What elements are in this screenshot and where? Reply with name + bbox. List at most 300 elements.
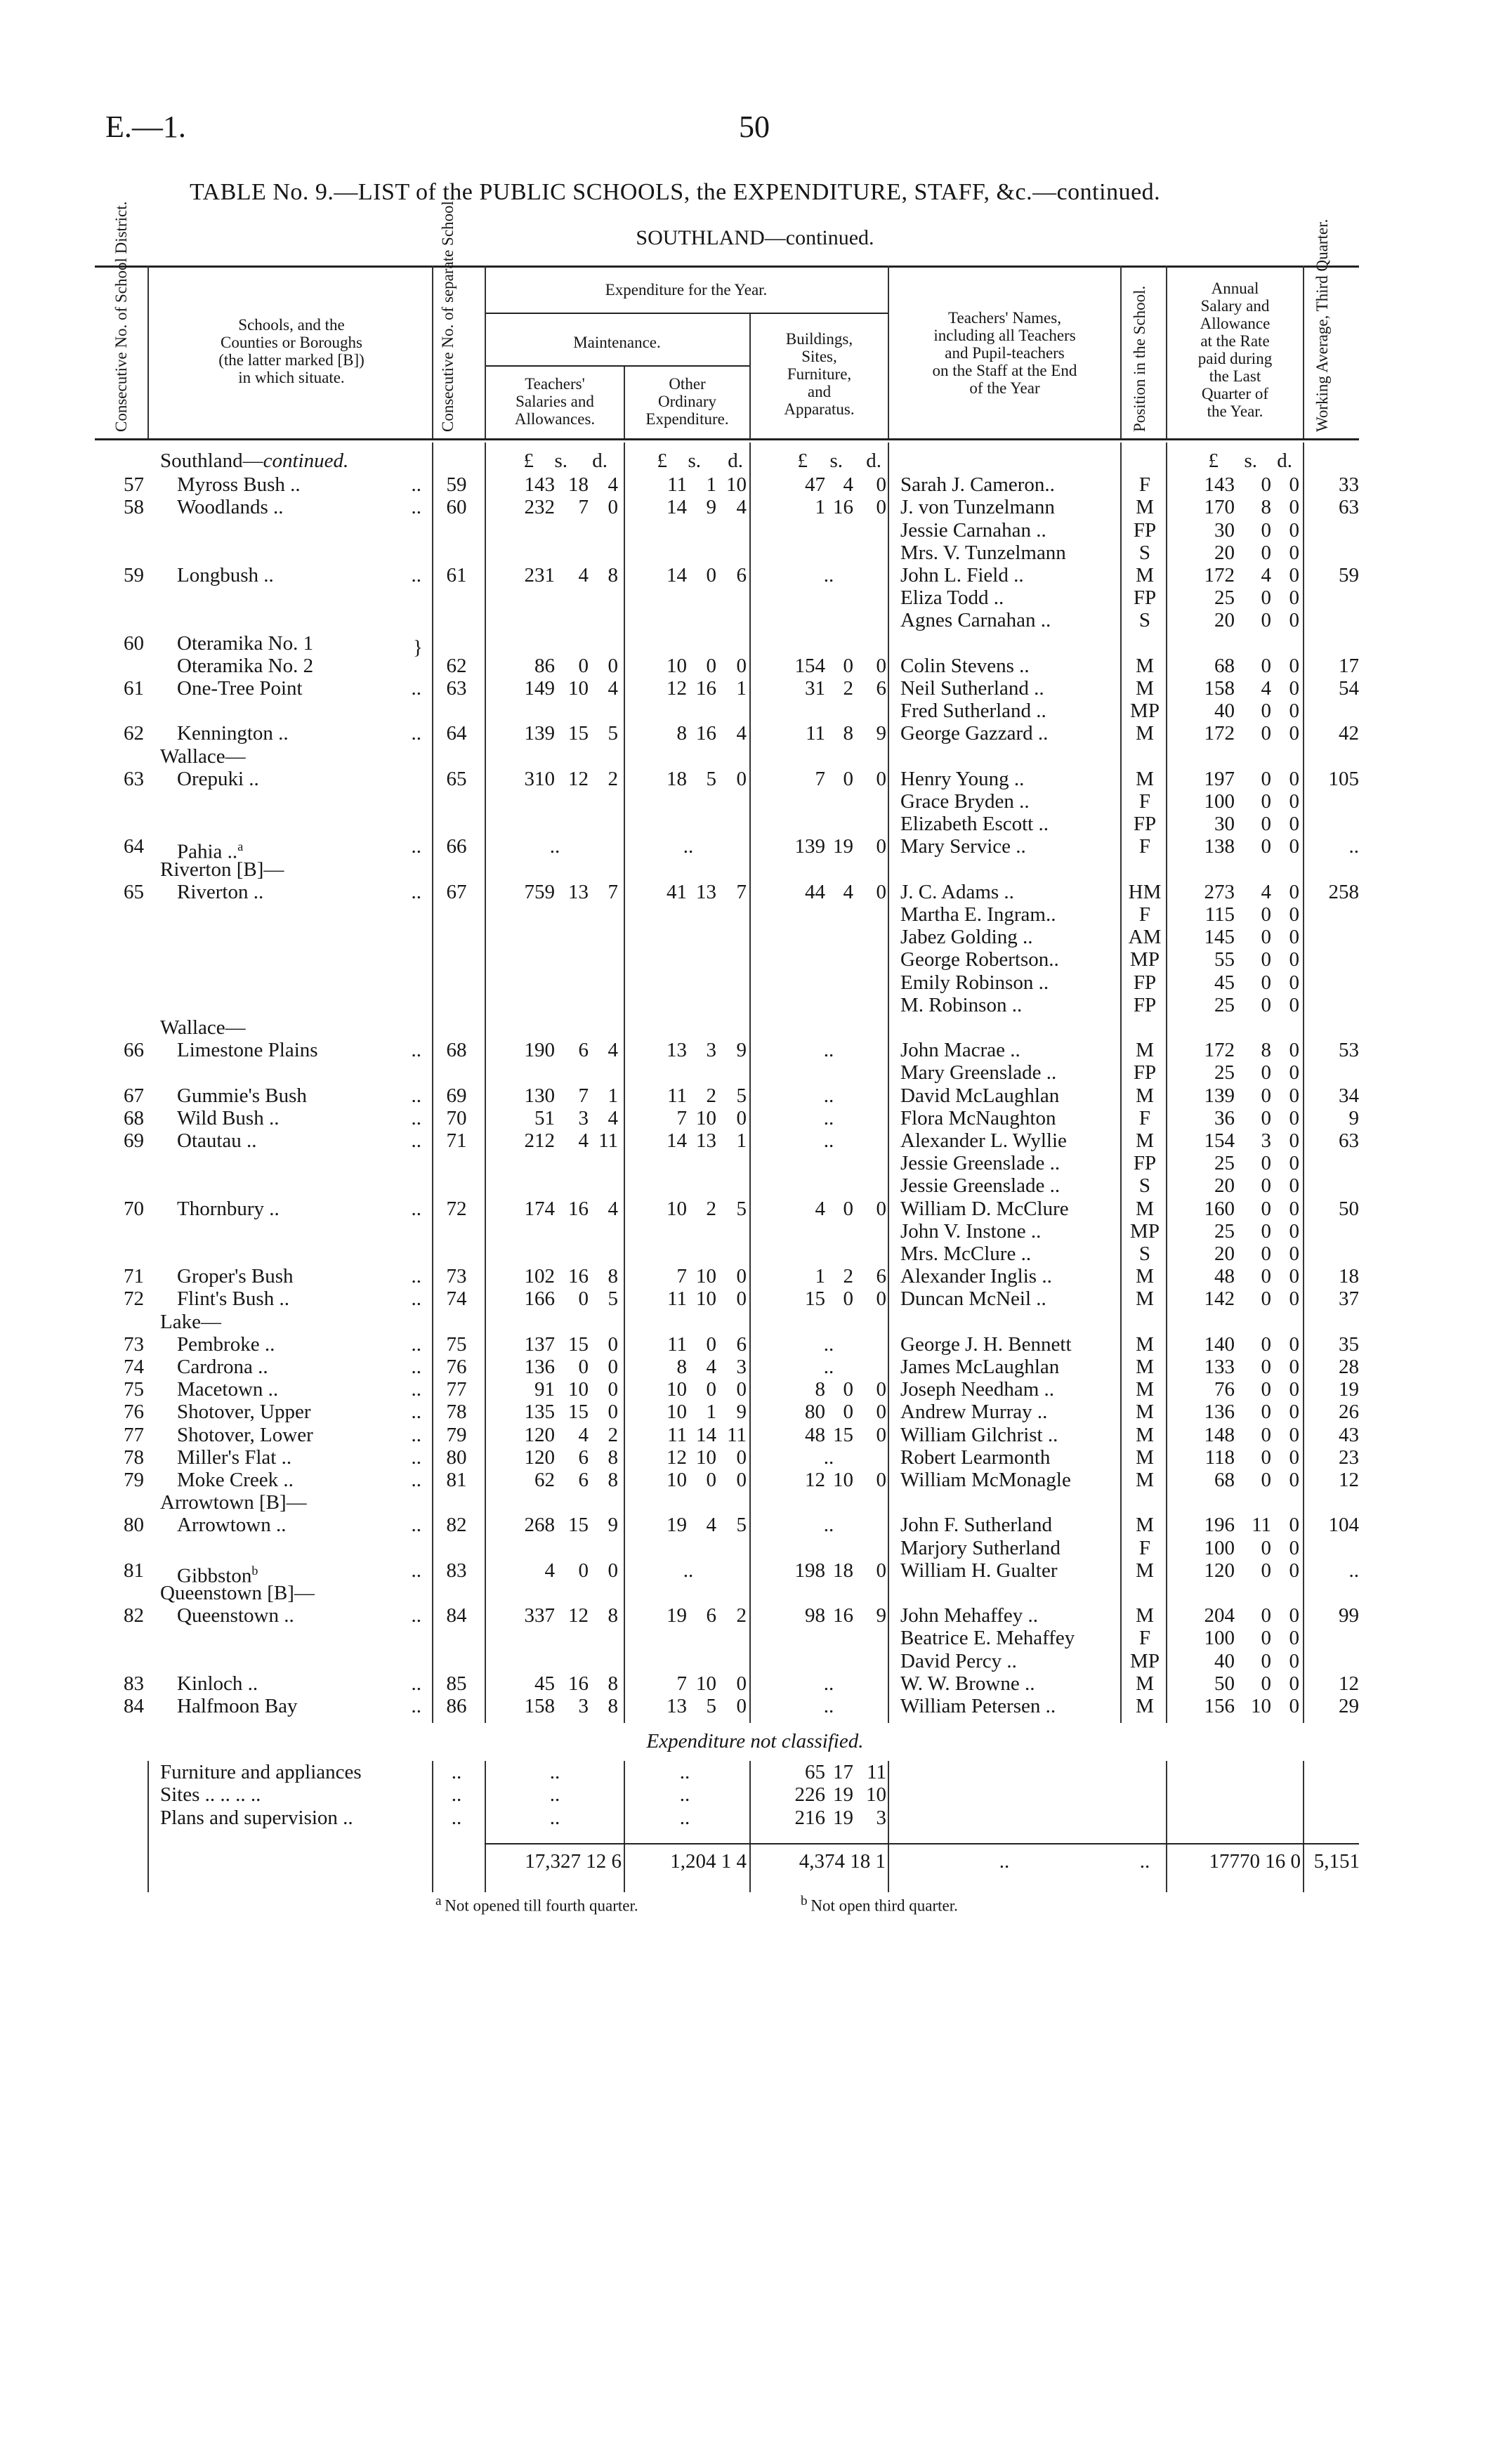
school-name: Woodlands .. bbox=[177, 496, 284, 519]
school-name: Pahia ..$^a$ bbox=[177, 839, 244, 864]
other-exp-pence: 5 bbox=[736, 1084, 747, 1107]
other-exp-shillings: 2 bbox=[706, 1197, 716, 1220]
teacher-name: J. C. Adams .. bbox=[900, 880, 1014, 903]
other-exp-shillings: 9 bbox=[706, 496, 716, 519]
district-no: 76 bbox=[124, 1401, 144, 1424]
school-no: 72 bbox=[446, 1197, 467, 1220]
other-exp-shillings: 3 bbox=[706, 1039, 716, 1062]
school-no: 75 bbox=[446, 1332, 467, 1356]
salary-maint-pence: 1 bbox=[608, 1084, 618, 1107]
buildings-dots: .. bbox=[823, 1106, 834, 1129]
position-code: F bbox=[1138, 1536, 1151, 1559]
salary-maint-shillings: 15 bbox=[568, 722, 589, 745]
working-average: 34 bbox=[1339, 1084, 1359, 1107]
leader-dots: .. bbox=[411, 1446, 421, 1469]
body-col-line bbox=[624, 443, 625, 1723]
school-name: Myross Bush .. bbox=[177, 473, 301, 497]
salary-maint-pence: 0 bbox=[608, 1332, 618, 1356]
teacher-name: Colin Stevens .. bbox=[900, 654, 1030, 677]
buildings-pence: 6 bbox=[876, 677, 886, 700]
annual-salary-pounds: 25 bbox=[1214, 1219, 1235, 1243]
teacher-name: William D. McClure bbox=[900, 1197, 1069, 1220]
position-code: M bbox=[1136, 722, 1154, 745]
salary-maint-pounds: 62 bbox=[534, 1469, 555, 1491]
school-no: 63 bbox=[446, 677, 467, 700]
annual-salary-pence: 0 bbox=[1289, 971, 1299, 994]
other-exp-pounds: 13 bbox=[667, 1695, 687, 1717]
buildings-pounds: 31 bbox=[805, 677, 825, 700]
lsd-header-pence: d. bbox=[728, 450, 743, 472]
working-average: 23 bbox=[1339, 1446, 1359, 1469]
district-no: 57 bbox=[124, 473, 144, 497]
school-no: 80 bbox=[446, 1446, 467, 1469]
position-code: S bbox=[1138, 609, 1151, 632]
other-exp-pence: 3 bbox=[736, 1356, 747, 1378]
school-no: 60 bbox=[446, 496, 467, 519]
annual-salary-pounds: 76 bbox=[1214, 1378, 1235, 1401]
unclassified-amount-pounds: 65 bbox=[805, 1761, 825, 1784]
annual-salary-shillings: 0 bbox=[1261, 1219, 1271, 1243]
salary-maint-shillings: 0 bbox=[578, 654, 589, 677]
unclassified-label: Furniture and appliances bbox=[160, 1761, 362, 1784]
annual-salary-pence: 0 bbox=[1289, 586, 1299, 610]
school-name: Pembroke .. bbox=[177, 1332, 275, 1356]
annual-salary-pounds: 68 bbox=[1214, 654, 1235, 677]
teacher-name: Henry Young .. bbox=[900, 767, 1025, 790]
annual-salary-shillings: 0 bbox=[1261, 1672, 1271, 1695]
teacher-name: Jabez Golding .. bbox=[900, 926, 1033, 949]
other-exp-pounds: 7 bbox=[676, 1672, 687, 1695]
teacher-name: Neil Sutherland .. bbox=[900, 677, 1044, 700]
annual-salary-pounds: 25 bbox=[1214, 993, 1235, 1016]
school-name: Cardrona .. bbox=[177, 1356, 268, 1378]
annual-salary-pence: 0 bbox=[1289, 1604, 1299, 1627]
teacher-name: Jessie Carnahan .. bbox=[900, 518, 1046, 542]
position-code: M bbox=[1136, 496, 1154, 519]
buildings-shillings: 15 bbox=[833, 1423, 853, 1446]
position-code: M bbox=[1136, 1559, 1154, 1582]
annual-salary-pounds: 25 bbox=[1214, 1061, 1235, 1084]
buildings-dots: .. bbox=[823, 1129, 834, 1152]
salary-maint-shillings: 15 bbox=[568, 1332, 589, 1356]
annual-salary-pounds: 138 bbox=[1204, 835, 1235, 858]
salary-maint-pounds: 166 bbox=[524, 1287, 555, 1311]
teacher-name: James McLaughlan bbox=[900, 1356, 1060, 1378]
position-code: MP bbox=[1130, 700, 1160, 723]
school-name: Wild Bush .. bbox=[177, 1106, 280, 1129]
annual-salary-pounds: 158 bbox=[1204, 677, 1235, 700]
annual-salary-pence: 0 bbox=[1289, 609, 1299, 632]
leader-dots: .. bbox=[411, 1039, 421, 1062]
lsd-header-pence: d. bbox=[592, 450, 608, 472]
unclassified-dots: .. bbox=[679, 1761, 690, 1784]
annual-salary-pence: 0 bbox=[1289, 903, 1299, 926]
district-no: 61 bbox=[124, 677, 144, 700]
annual-salary-shillings: 0 bbox=[1261, 1423, 1271, 1446]
buildings-pounds: 80 bbox=[805, 1401, 825, 1424]
annual-salary-pounds: 20 bbox=[1214, 1174, 1235, 1198]
buildings-shillings: 0 bbox=[843, 1287, 853, 1311]
other-exp-shillings: 10 bbox=[696, 1106, 716, 1129]
other-exp-pounds: 14 bbox=[667, 564, 687, 586]
district-no: 79 bbox=[124, 1469, 144, 1491]
annual-salary-pounds: 154 bbox=[1204, 1129, 1235, 1152]
district-no: 77 bbox=[124, 1423, 144, 1446]
unclassified-amount-shillings: 19 bbox=[833, 1806, 853, 1829]
buildings-dots: .. bbox=[823, 1672, 834, 1695]
salary-maint-pounds: 130 bbox=[524, 1084, 555, 1107]
salary-maint-pence: 2 bbox=[608, 767, 618, 790]
annual-salary-pounds: 20 bbox=[1214, 609, 1235, 632]
annual-salary-pounds: 148 bbox=[1204, 1423, 1235, 1446]
buildings-pence: 0 bbox=[876, 880, 886, 903]
salary-maint-pence: 8 bbox=[608, 564, 618, 586]
salary-maint-pounds: 4 bbox=[544, 1559, 555, 1582]
salary-maint-pence: 11 bbox=[598, 1129, 618, 1152]
leader-dots: .. bbox=[411, 722, 421, 745]
teacher-name: Martha E. Ingram.. bbox=[900, 903, 1056, 926]
other-exp-pounds: 10 bbox=[667, 654, 687, 677]
school-name: Kinloch .. bbox=[177, 1672, 258, 1695]
footnote-b bbox=[801, 1894, 958, 1915]
other-exp-shillings: 10 bbox=[696, 1672, 716, 1695]
buildings-pence: 9 bbox=[876, 722, 886, 745]
teacher-name: William H. Gualter bbox=[900, 1559, 1058, 1582]
buildings-pounds: 1 bbox=[815, 496, 825, 519]
leader-dots: .. bbox=[411, 564, 421, 586]
school-name: Gibbston$^b$ bbox=[177, 1563, 258, 1587]
other-exp-pounds: 12 bbox=[667, 677, 687, 700]
county-label: Riverton [B]— bbox=[160, 858, 284, 881]
body-col-line bbox=[749, 443, 751, 1723]
salary-maint-shillings: 0 bbox=[578, 1559, 589, 1582]
annual-salary-pounds: 20 bbox=[1214, 1243, 1235, 1265]
annual-salary-shillings: 0 bbox=[1261, 1604, 1271, 1627]
district-no: 58 bbox=[124, 496, 144, 519]
salary-maint-pounds: 212 bbox=[524, 1129, 555, 1152]
salary-maint-pounds: 158 bbox=[524, 1695, 555, 1717]
annual-salary-pounds: 120 bbox=[1204, 1559, 1235, 1582]
annual-salary-shillings: 0 bbox=[1261, 654, 1271, 677]
teacher-name: Robert Learmonth bbox=[900, 1446, 1051, 1469]
salary-maint-pounds: 51 bbox=[534, 1106, 555, 1129]
salary-maint-shillings: 15 bbox=[568, 1514, 589, 1537]
working-average: 19 bbox=[1339, 1378, 1359, 1401]
salary-maint-pounds: 137 bbox=[524, 1332, 555, 1356]
working-average: 54 bbox=[1339, 677, 1359, 700]
annual-salary-pounds: 197 bbox=[1204, 767, 1235, 790]
other-exp-pounds: 11 bbox=[667, 1423, 687, 1446]
salary-maint-shillings: 15 bbox=[568, 1401, 589, 1424]
body-col-line bbox=[432, 443, 433, 1723]
position-code: F bbox=[1138, 903, 1151, 926]
school-name: Kennington .. bbox=[177, 722, 289, 745]
annual-salary-shillings: 0 bbox=[1261, 1446, 1271, 1469]
lsd-header-pounds: £ bbox=[797, 450, 808, 472]
other-exp-pence: 1 bbox=[736, 1129, 747, 1152]
other-exp-shillings: 5 bbox=[706, 1695, 716, 1717]
position-code: FP bbox=[1133, 813, 1157, 836]
other-exp-pence: 0 bbox=[736, 1469, 747, 1491]
salary-maint-pounds: 759 bbox=[524, 880, 555, 903]
working-average: .. bbox=[1348, 1559, 1359, 1582]
position-code: S bbox=[1138, 541, 1151, 564]
table-title: TABLE No. 9.—LIST of the PUBLIC SCHOOLS, the EXPENDITURE, STAFF, &c.—continued. bbox=[190, 179, 1161, 205]
buildings-pence: 9 bbox=[876, 1604, 886, 1627]
annual-salary-pounds: 25 bbox=[1214, 586, 1235, 610]
body-col-line bbox=[1166, 443, 1167, 1723]
buildings-dots: .. bbox=[823, 1514, 834, 1537]
teacher-name: J. von Tunzelmann bbox=[900, 496, 1055, 519]
teacher-name: Marjory Sutherland bbox=[900, 1536, 1061, 1559]
teacher-name: John V. Instone .. bbox=[900, 1219, 1042, 1243]
other-exp-pence: 7 bbox=[736, 880, 747, 903]
buildings-pence: 0 bbox=[876, 1423, 886, 1446]
school-no: 85 bbox=[446, 1672, 467, 1695]
salary-maint-pounds: 337 bbox=[524, 1604, 555, 1627]
lsd-header-shillings: s. bbox=[829, 450, 843, 472]
annual-salary-pounds: 30 bbox=[1214, 813, 1235, 836]
working-average: 18 bbox=[1339, 1265, 1359, 1288]
position-code: M bbox=[1136, 1672, 1154, 1695]
annual-salary-pence: 0 bbox=[1289, 1514, 1299, 1537]
lsd-header-pence: d. bbox=[1277, 450, 1292, 472]
buildings-shillings: 16 bbox=[833, 496, 853, 519]
total-teachers-dots: .. bbox=[999, 1849, 1010, 1873]
leader-dots: .. bbox=[411, 1356, 421, 1378]
unclassified-amount-pence: 10 bbox=[866, 1783, 886, 1807]
teacher-name: William Gilchrist .. bbox=[900, 1423, 1058, 1446]
other-exp-pence: 0 bbox=[736, 1378, 747, 1401]
salary-maint-shillings: 12 bbox=[568, 1604, 589, 1627]
school-name: One-Tree Point bbox=[177, 677, 303, 700]
annual-salary-shillings: 4 bbox=[1261, 564, 1271, 586]
buildings-dots: .. bbox=[823, 1039, 834, 1062]
totals-col-line bbox=[432, 1761, 433, 1892]
county-label: Wallace— bbox=[160, 1016, 246, 1039]
salary-maint-pence: 4 bbox=[608, 677, 618, 700]
other-exp-pounds: 7 bbox=[676, 1265, 687, 1288]
buildings-pounds: 7 bbox=[815, 767, 825, 790]
other-exp-shillings: 0 bbox=[706, 1332, 716, 1356]
annual-salary-shillings: 0 bbox=[1261, 1559, 1271, 1582]
annual-salary-pence: 0 bbox=[1289, 473, 1299, 497]
salary-maint-shillings: 16 bbox=[568, 1265, 589, 1288]
annual-salary-pounds: 45 bbox=[1214, 971, 1235, 994]
leader-dots: .. bbox=[411, 1401, 421, 1424]
body-col-line bbox=[485, 443, 486, 1723]
footnote-text: Not open third quarter. bbox=[810, 1896, 958, 1915]
buildings-shillings: 0 bbox=[843, 654, 853, 677]
leader-dots: .. bbox=[411, 1106, 421, 1129]
unclassified-amount-shillings: 19 bbox=[833, 1783, 853, 1807]
working-average: 28 bbox=[1339, 1356, 1359, 1378]
working-average: 59 bbox=[1339, 564, 1359, 586]
other-exp-pence: 0 bbox=[736, 767, 747, 790]
annual-salary-pounds: 204 bbox=[1204, 1604, 1235, 1627]
buildings-shillings: 0 bbox=[843, 1197, 853, 1220]
totals-col-line bbox=[1303, 1761, 1304, 1892]
school-name: Riverton .. bbox=[177, 880, 264, 903]
school-name: Arrowtown .. bbox=[177, 1514, 287, 1537]
totals-col-line bbox=[624, 1761, 625, 1892]
teacher-name: John Macrae .. bbox=[900, 1039, 1020, 1062]
annual-salary-pounds: 145 bbox=[1204, 926, 1235, 949]
other-exp-shillings: 10 bbox=[696, 1287, 716, 1311]
school-name: Oteramika No. 1 bbox=[177, 631, 314, 655]
annual-salary-pounds: 133 bbox=[1204, 1356, 1235, 1378]
teacher-name: Mrs. McClure .. bbox=[900, 1243, 1032, 1265]
school-name: Gummie's Bush bbox=[177, 1084, 307, 1107]
district-no: 74 bbox=[124, 1356, 144, 1378]
leader-dots: .. bbox=[411, 1197, 421, 1220]
buildings-shillings: 16 bbox=[833, 1604, 853, 1627]
position-code: M bbox=[1136, 1356, 1154, 1378]
other-exp-shillings: 2 bbox=[706, 1084, 716, 1107]
footnote-marker: b bbox=[801, 1893, 811, 1908]
annual-salary-shillings: 4 bbox=[1261, 677, 1271, 700]
annual-salary-pence: 0 bbox=[1289, 654, 1299, 677]
position-code: M bbox=[1136, 1039, 1154, 1062]
annual-salary-pounds: 172 bbox=[1204, 722, 1235, 745]
position-code: FP bbox=[1133, 518, 1157, 542]
annual-salary-pounds: 172 bbox=[1204, 564, 1235, 586]
school-no: 65 bbox=[446, 767, 467, 790]
teacher-name: David Percy .. bbox=[900, 1649, 1017, 1672]
district-no: 78 bbox=[124, 1446, 144, 1469]
working-average: 104 bbox=[1328, 1514, 1359, 1537]
district-no: 83 bbox=[124, 1672, 144, 1695]
other-exp-shillings: 0 bbox=[706, 654, 716, 677]
salary-maint-pence: 5 bbox=[608, 722, 618, 745]
header-teachers-salaries: Teachers' Salaries and Allowances. bbox=[514, 375, 596, 428]
teacher-name: Alexander Inglis .. bbox=[900, 1265, 1052, 1288]
unclassified-dots: .. bbox=[451, 1806, 462, 1829]
unclassified-amount-pence: 11 bbox=[867, 1761, 886, 1784]
salary-maint-pence: 4 bbox=[608, 1197, 618, 1220]
salary-maint-shillings: 3 bbox=[578, 1695, 589, 1717]
district-no: 68 bbox=[124, 1106, 144, 1129]
annual-salary-pounds: 50 bbox=[1214, 1672, 1235, 1695]
lsd-header-shillings: s. bbox=[554, 450, 567, 472]
table-subtitle: SOUTHLAND—continued. bbox=[636, 226, 874, 249]
teacher-name: George Gazzard .. bbox=[900, 722, 1049, 745]
annual-salary-pence: 0 bbox=[1289, 993, 1299, 1016]
buildings-dots: .. bbox=[823, 1446, 834, 1469]
salary-maint-pounds: 136 bbox=[524, 1356, 555, 1378]
position-code: M bbox=[1136, 1401, 1154, 1424]
salary-maint-pence: 8 bbox=[608, 1695, 618, 1717]
other-exp-shillings: 10 bbox=[696, 1446, 716, 1469]
salary-maint-shillings: 4 bbox=[578, 564, 589, 586]
annual-salary-pence: 0 bbox=[1289, 1401, 1299, 1424]
buildings-pounds: 154 bbox=[794, 654, 825, 677]
annual-salary-shillings: 0 bbox=[1261, 767, 1271, 790]
other-exp-pounds: 11 bbox=[667, 473, 687, 497]
annual-salary-pence: 0 bbox=[1289, 926, 1299, 949]
teacher-name: Mary Greenslade .. bbox=[900, 1061, 1057, 1084]
district-no: 71 bbox=[124, 1265, 144, 1288]
other-exp-shillings: 4 bbox=[706, 1356, 716, 1378]
working-average: 37 bbox=[1339, 1287, 1359, 1311]
position-code: M bbox=[1136, 1332, 1154, 1356]
salary-maint-shillings: 12 bbox=[568, 767, 589, 790]
other-exp-shillings: 5 bbox=[706, 767, 716, 790]
header-bottom-rule bbox=[95, 438, 1359, 440]
salary-maint-shillings: 6 bbox=[578, 1039, 589, 1062]
annual-salary-shillings: 0 bbox=[1261, 1649, 1271, 1672]
header-other-ordinary: Other Ordinary Expenditure. bbox=[645, 375, 729, 428]
buildings-pounds: 47 bbox=[805, 473, 825, 497]
totals-col-line bbox=[888, 1761, 889, 1892]
salary-maint-pence: 0 bbox=[608, 1356, 618, 1378]
unclassified-dots: .. bbox=[679, 1806, 690, 1829]
annual-salary-shillings: 8 bbox=[1261, 1039, 1271, 1062]
other-exp-pence: 0 bbox=[736, 1672, 747, 1695]
annual-salary-pence: 0 bbox=[1289, 1174, 1299, 1198]
annual-salary-pounds: 100 bbox=[1204, 1627, 1235, 1650]
buildings-dots: .. bbox=[823, 1695, 834, 1717]
annual-salary-pounds: 40 bbox=[1214, 700, 1235, 723]
annual-salary-pounds: 55 bbox=[1214, 948, 1235, 971]
annual-salary-pence: 0 bbox=[1289, 1423, 1299, 1446]
annual-salary-shillings: 0 bbox=[1261, 1287, 1271, 1311]
buildings-pence: 0 bbox=[876, 1378, 886, 1401]
buildings-dots: .. bbox=[823, 564, 834, 586]
leader-dots: .. bbox=[411, 1423, 421, 1446]
other-exp-pounds: 10 bbox=[667, 1469, 687, 1491]
totals-col-line bbox=[147, 1761, 149, 1892]
header-buildings: Buildings, Sites, Furniture, and Apparatus. bbox=[784, 330, 855, 418]
salary-maint-shillings: 0 bbox=[578, 1287, 589, 1311]
other-exp-dots: .. bbox=[683, 1559, 694, 1582]
annual-salary-shillings: 0 bbox=[1261, 1174, 1271, 1198]
working-average: 12 bbox=[1339, 1469, 1359, 1491]
annual-salary-pounds: 139 bbox=[1204, 1084, 1235, 1107]
other-exp-shillings: 0 bbox=[706, 1469, 716, 1491]
leader-dots: .. bbox=[411, 1672, 421, 1695]
school-no: 64 bbox=[446, 722, 467, 745]
school-name: Miller's Flat .. bbox=[177, 1446, 292, 1469]
other-exp-pounds: 13 bbox=[667, 1039, 687, 1062]
buildings-pence: 0 bbox=[876, 767, 886, 790]
annual-salary-pence: 0 bbox=[1289, 767, 1299, 790]
header-maintenance: Maintenance. bbox=[573, 334, 661, 351]
annual-salary-pounds: 30 bbox=[1214, 518, 1235, 542]
leader-dots: .. bbox=[411, 496, 421, 519]
leader-dots: .. bbox=[411, 1129, 421, 1152]
school-no: 81 bbox=[446, 1469, 467, 1491]
position-code: AM bbox=[1128, 926, 1162, 949]
buildings-shillings: 2 bbox=[843, 677, 853, 700]
salary-maint-pence: 9 bbox=[608, 1514, 618, 1537]
working-average: 258 bbox=[1328, 880, 1359, 903]
header-district-no: Consecutive No. of School District. bbox=[112, 201, 130, 432]
totals-col-line bbox=[749, 1761, 751, 1892]
school-no: 71 bbox=[446, 1129, 467, 1152]
district-no: 70 bbox=[124, 1197, 144, 1220]
salary-maint-shillings: 13 bbox=[568, 880, 589, 903]
annual-salary-pounds: 196 bbox=[1204, 1514, 1235, 1537]
salary-maint-pounds: 149 bbox=[524, 677, 555, 700]
annual-salary-pence: 0 bbox=[1289, 541, 1299, 564]
salary-maint-shillings: 7 bbox=[578, 1084, 589, 1107]
position-code: M bbox=[1136, 1514, 1154, 1537]
district-no: 75 bbox=[124, 1378, 144, 1401]
salary-maint-pounds: 86 bbox=[534, 654, 555, 677]
annual-salary-shillings: 4 bbox=[1261, 880, 1271, 903]
district-no: 80 bbox=[124, 1514, 144, 1537]
